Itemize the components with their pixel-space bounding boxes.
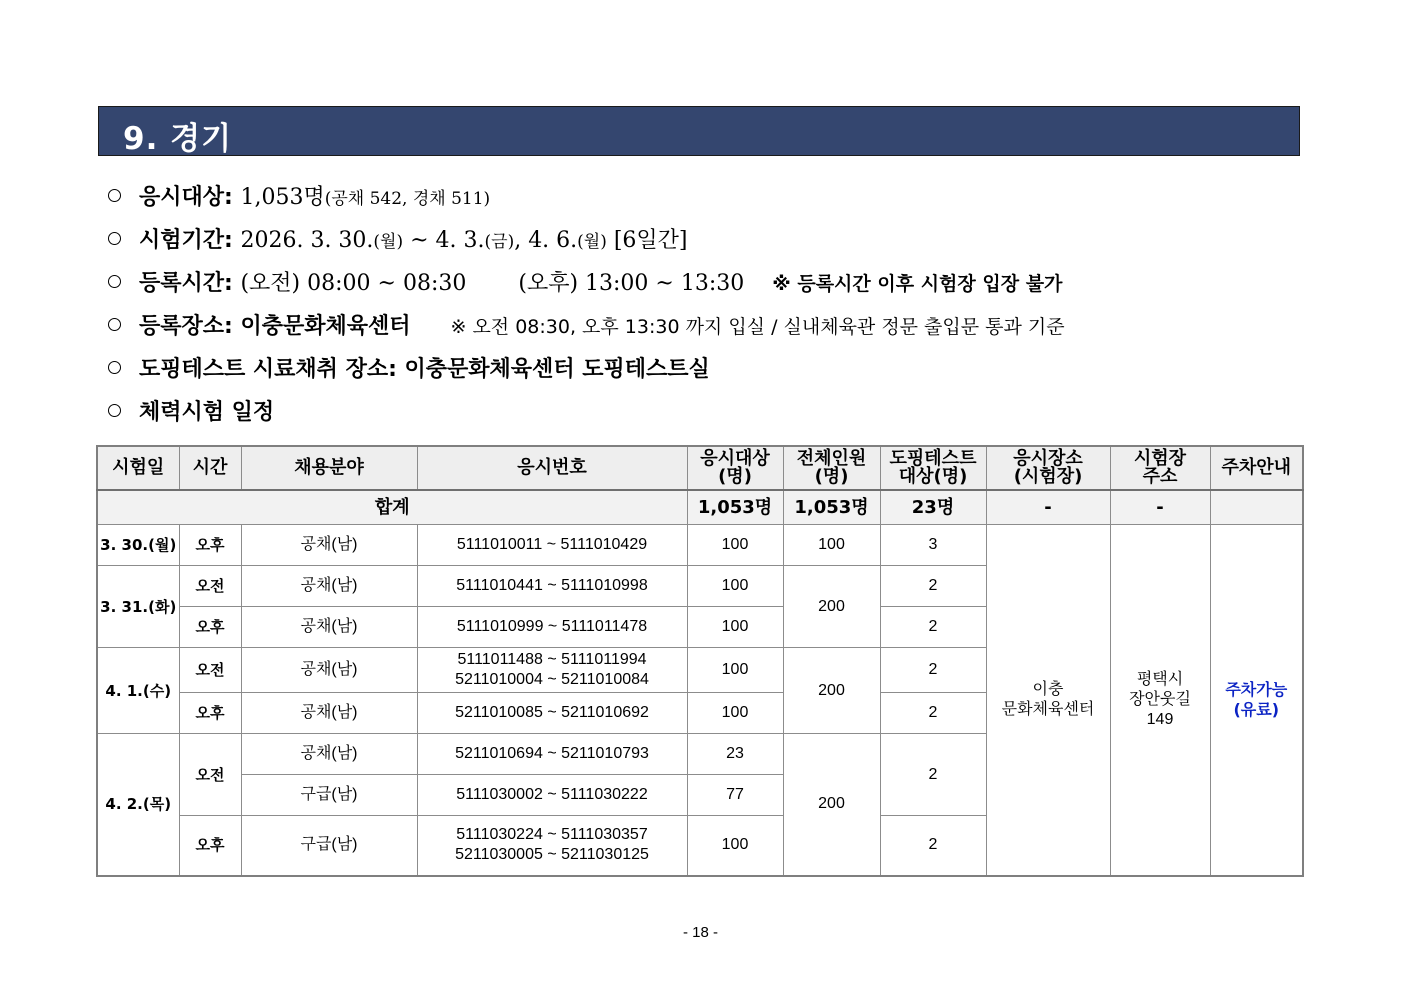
section-header xyxy=(98,106,1300,156)
parking-cell: 주차가능 (유료) xyxy=(1210,525,1303,876)
header-venue: 응시장소 (시험장) xyxy=(986,446,1110,490)
total-total: 1,053명 xyxy=(783,490,880,525)
header-doping: 도핑테스트 대상(명) xyxy=(880,446,986,490)
table-row: 4. 1.(수) 오전 공채(남) 5111011488 ~ 5111011994 5211010004 ~ 5211010084 100 200 2 xyxy=(97,648,1303,693)
schedule-table xyxy=(96,445,1304,877)
circle-bullet-icon xyxy=(108,361,121,374)
table-row: 구급(남) 5111030002 ~ 5111030222 77 xyxy=(97,775,1303,816)
bullet-registration-place: 등록장소: 이충문화체육센터 ※ 오전 08:30, 오후 13:30 까지 입실 / 실내체육관 정문 출입문 통과 기준 xyxy=(108,307,1308,350)
table-row: 오후 공채(남) 5111010999 ~ 5111011478 100 2 xyxy=(97,607,1303,648)
bullet-schedule: 체력시험 일정 xyxy=(108,393,1308,436)
info-bullets xyxy=(108,178,1308,436)
header-time: 시간 xyxy=(179,446,241,490)
total-venue: - xyxy=(986,490,1110,525)
total-label: 합계 xyxy=(97,490,687,525)
place-note: ※ 오전 08:30, 오후 13:30 까지 입실 / 실내체육관 정문 출입문 통과 기준 xyxy=(450,316,1065,338)
header-field: 채용분야 xyxy=(241,446,417,490)
section-title: 9. 경기 xyxy=(123,121,233,157)
header-applicants: 응시대상 (명) xyxy=(687,446,783,490)
address-cell: 평택시 장안웃길 149 xyxy=(1110,525,1210,876)
table-row: 오후 공채(남) 5211010085 ~ 5211010692 100 2 xyxy=(97,693,1303,734)
table-header-row xyxy=(97,446,1303,490)
header-address: 시험장 주소 xyxy=(1110,446,1210,490)
venue-cell: 이충 문화체육센터 xyxy=(986,525,1110,876)
page-number: - 18 - xyxy=(682,924,718,941)
bullet-doping-place: 도핑테스트 시료채취 장소: 이충문화체육센터 도핑테스트실 xyxy=(108,350,1308,393)
table-row: 오후 구급(남) 5111030224 ~ 5111030357 5211030005 ~ 5211030125 100 2 xyxy=(97,816,1303,876)
total-row xyxy=(97,490,1303,525)
bullet-registration-time: 등록시간: (오전) 08:00 ~ 08:30 (오후) 13:00 ~ 13:30 ※ 등록시간 이후 시험장 입장 불가 xyxy=(108,264,1308,307)
table-row: 3. 30.(월) 오후 공채(남) 5111010011 ~ 5111010429 100 100 3 이충 문화체육센터 평택시 장안웃길 149 주차가능 (유료) xyxy=(97,525,1303,566)
table-row: 3. 31.(화) 오전 공채(남) 5111010441 ~ 5111010998 100 200 2 xyxy=(97,566,1303,607)
circle-bullet-icon xyxy=(108,318,121,331)
header-number: 응시번호 xyxy=(417,446,687,490)
header-parking: 주차안내 xyxy=(1210,446,1303,490)
header-total: 전체인원 (명) xyxy=(783,446,880,490)
circle-bullet-icon xyxy=(108,232,121,245)
total-address: - xyxy=(1110,490,1210,525)
circle-bullet-icon xyxy=(108,275,121,288)
total-parking xyxy=(1210,490,1303,525)
bullet-period: 시험기간: 2026. 3. 30.(월) ~ 4. 3.(금), 4. 6.(월) [6일간] xyxy=(108,221,1308,264)
header-date: 시험일 xyxy=(97,446,179,490)
total-applicants: 1,053명 xyxy=(687,490,783,525)
total-doping: 23명 xyxy=(880,490,986,525)
table-row: 4. 2.(목) 오전 공채(남) 5211010694 ~ 5211010793 23 200 2 xyxy=(97,734,1303,775)
bullet-applicants: 응시대상: 1,053명(공채 542, 경채 511) xyxy=(108,178,1308,221)
registration-warning: ※ 등록시간 이후 시험장 입장 불가 xyxy=(772,273,1063,295)
circle-bullet-icon xyxy=(108,189,121,202)
circle-bullet-icon xyxy=(108,404,121,417)
